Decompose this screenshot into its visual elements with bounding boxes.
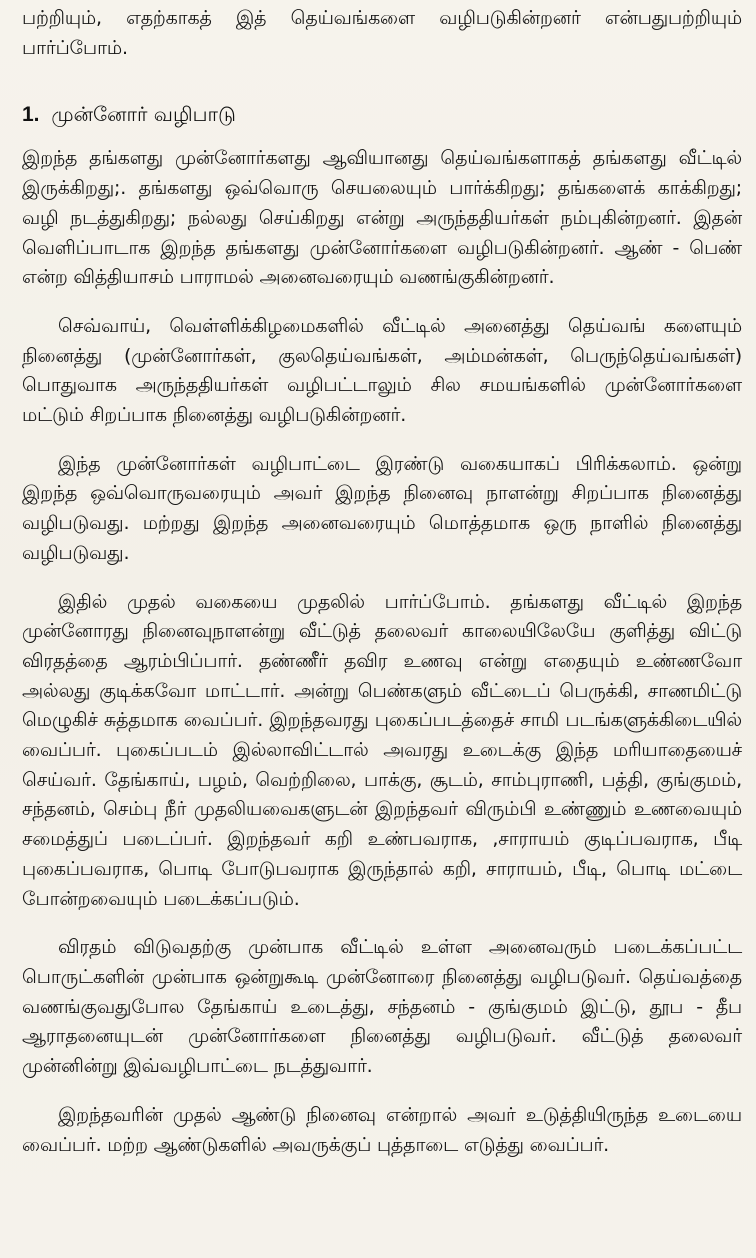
paragraph-memorial-day: இதில் முதல் வகையை முதலில் பார்ப்போம். தங்களது வீட்டில் இறந்த முன்னோரது நினைவுநாளன்று வீட்டுத் தலைவர் காலையிலேயே குளித்து விட்டு விரதத்தை ஆரம்பிப்பார். தண்ணீர் தவிர உணவு என்று எதையும் உண்ணவோ அல்லது குடிக்கவோ மாட்டார். அன்று பெண்களும் வீட்டைப் பெருக்கி, சாணமிட்டு மெழுகிச் சுத்தமாக வைப்பர். இறந்தவரது புகைப்படத்தைச் சாமி படங்களுக்கிடையில் வைப்பர். புகைப்படம் இல்லாவிட்டால் அவரது உடைக்கு இந்த மரியாதையைச் செய்வர். தேங்காய், பழம், வெற்றிலை, பாக்கு, சூடம், சாம்புராணி, பத்தி, குங்குமம், சந்தனம், செம்பு நீர் முதலியவைகளுடன் இறந்தவர் விரும்பி உண்ணும் உணவையும் சமைத்துப் படைப்பர். இறந்தவர் கறி உண்பவராக, ,சாராயம் குடிப்பவராக, பீடி புகைப்பவராக, பொடி போடுபவராக இருந்தால் கறி, சாராயம், பீடி, பொடி மட்டை போன்றவையும் படைக்கப்படும். xyxy=(22,590,742,910)
paragraph-gap xyxy=(22,1082,742,1101)
paragraph-two-types: இந்த முன்னோர்கள் வழிபாட்டை இரண்டு வகையாகப் பிரிக்கலாம். ஒன்று இறந்த ஒவ்வொருவரையும் அவர் இறந்த நினைவு நாளன்று சிறப்பாக நினைத்து வழிபடுவது. மற்றது இறந்த அனைவரையும் மொத்தமாக ஒரு நாளில் நினைத்து வழிபடுவது. xyxy=(22,452,742,564)
paragraph-gap xyxy=(22,569,742,588)
paragraph-breaking-fast: விரதம் விடுவதற்கு முன்பாக வீட்டில் உள்ள அனைவரும் படைக்கப்பட்ட பொருட்களின் முன்பாக ஒன்றுகூடி முன்னோரை நினைத்து வழிபடுவர். தெய்வத்தை வணங்குவதுபோல தேங்காய் உடைத்து, சந்தனம் - குங்குமம் இட்டு, தூப - தீப ஆராதனையுடன் முன்னோர்களை நினைத்து வழிபடுவர். வீட்டுத் தலைவர் முன்னின்று இவ்வழிபாட்டை நடத்துவார். xyxy=(22,936,742,1078)
intro-paragraph: பற்றியும், எதற்காகத் இத் தெய்வங்களை வழிபடுகின்றனர் என்பதுபற்றியும் பார்ப்போம். xyxy=(22,7,742,59)
paragraph-first-anniversary: இறந்தவரின் முதல் ஆண்டு நினைவு என்றால் அவர் உடுத்தியிருந்த உடையை வைப்பர். மற்ற ஆண்டுகளில் அவருக்குப் புத்தாடை எடுத்து வைப்பர். xyxy=(22,1103,742,1156)
paragraph-gap xyxy=(22,914,742,933)
section-title: முன்னோர் வழிபாடு xyxy=(51,102,236,127)
section-number: 1. xyxy=(22,103,40,127)
paragraph-weekly-worship: செவ்வாய், வெள்ளிக்கிழமைகளில் வீட்டில் அனைத்து தெய்வங் களையும் நினைத்து (முன்னோர்கள், குலதெய்வங்கள், அம்மன்கள், பெருந்தெய்வங்கள்) பொதுவாக அருந்ததியர்கள் வழிபட்டாலும் சில சமயங்களில் முன்னோர்களை மட்டும் சிறப்பாக நினைத்து வழிபடுகின்றனர். xyxy=(22,314,742,427)
section-heading xyxy=(22,99,742,130)
paragraph-ancestor-belief: இறந்த தங்களது முன்னோர்களது ஆவியானது தெய்வங்களாகத் தங்களது வீட்டில் இருக்கிறது;. தங்களது ஒவ்வொரு செயலையும் பார்க்கிறது; தங்களைக் காக்கிறது; வழி நடத்துகிறது; நல்லது செய்கிறது என்று அருந்ததியர்கள் நம்புகின்றனர். இதன் வெளிப்பாடாக இறந்த தங்களது முன்னோர்களை வழிபடுகின்றனர். ஆண் - பெண் என்ற வித்தியாசம் பாராமல் அனைவரையும் வணங்குகின்றனர். xyxy=(22,147,742,289)
paragraph-gap xyxy=(22,293,742,312)
paragraph-gap xyxy=(22,431,742,450)
